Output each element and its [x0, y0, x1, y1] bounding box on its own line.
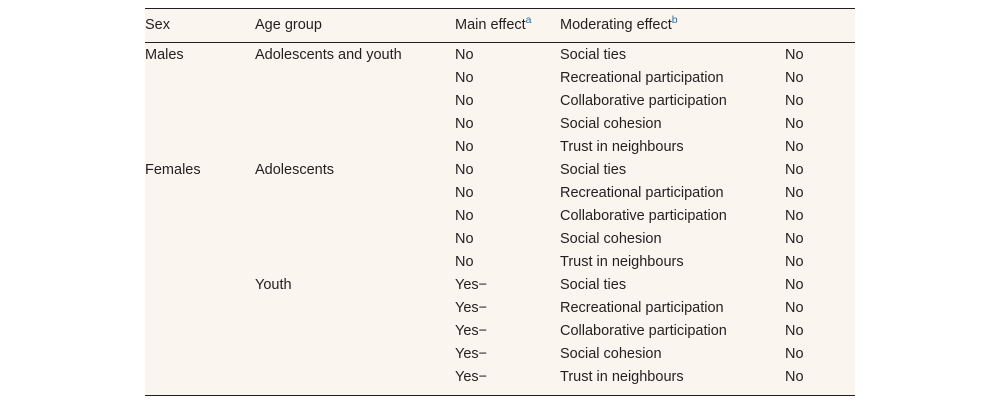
cell-sex	[145, 227, 255, 250]
cell-sex	[145, 204, 255, 227]
cell-age-group: Adolescents and youth	[255, 43, 455, 67]
cell-main-effect: No	[455, 227, 560, 250]
cell-main-effect: No	[455, 204, 560, 227]
cell-moderating-effect: No	[785, 112, 855, 135]
table-row	[145, 43, 855, 67]
footnote-marker-b[interactable]: b	[671, 14, 678, 27]
cell-moderating-effect: No	[785, 135, 855, 158]
table-row	[145, 135, 855, 158]
column-header-main-effect-label: Main effect	[455, 17, 526, 33]
cell-sex: Females	[145, 158, 255, 181]
column-header-sex-label: Sex	[145, 17, 170, 33]
cell-moderator: Social ties	[560, 273, 785, 296]
cell-age-group	[255, 135, 455, 158]
cell-moderator: Recreational participation	[560, 66, 785, 89]
cell-sex	[145, 66, 255, 89]
column-header-sex	[145, 9, 255, 43]
table-row	[145, 158, 855, 181]
cell-moderator: Recreational participation	[560, 296, 785, 319]
column-header-moderating-effect	[560, 9, 785, 43]
table-row	[145, 296, 855, 319]
cell-main-effect: No	[455, 158, 560, 181]
table-body	[145, 43, 855, 395]
cell-moderating-effect: No	[785, 227, 855, 250]
cell-main-effect: No	[455, 250, 560, 273]
cell-age-group	[255, 204, 455, 227]
cell-age-group: Adolescents	[255, 158, 455, 181]
cell-main-effect: Yes−	[455, 365, 560, 395]
cell-sex	[145, 250, 255, 273]
cell-main-effect: No	[455, 181, 560, 204]
cell-moderating-effect: No	[785, 43, 855, 67]
table-header-row	[145, 9, 855, 43]
cell-main-effect: Yes−	[455, 273, 560, 296]
cell-moderator: Social ties	[560, 158, 785, 181]
cell-moderator: Collaborative participation	[560, 319, 785, 342]
table-row	[145, 66, 855, 89]
table-row	[145, 319, 855, 342]
table-row	[145, 181, 855, 204]
cell-moderator: Social ties	[560, 43, 785, 67]
cell-sex	[145, 319, 255, 342]
cell-moderating-effect: No	[785, 365, 855, 395]
table-row	[145, 204, 855, 227]
cell-moderating-effect: No	[785, 296, 855, 319]
results-table-container	[145, 8, 855, 396]
cell-age-group	[255, 342, 455, 365]
table-row	[145, 250, 855, 273]
cell-main-effect: Yes−	[455, 319, 560, 342]
column-header-moderating-effect-value	[785, 9, 855, 43]
cell-age-group	[255, 89, 455, 112]
cell-age-group	[255, 296, 455, 319]
cell-moderator: Recreational participation	[560, 181, 785, 204]
cell-main-effect: Yes−	[455, 342, 560, 365]
cell-moderating-effect: No	[785, 181, 855, 204]
cell-moderator: Collaborative participation	[560, 204, 785, 227]
cell-moderator: Social cohesion	[560, 227, 785, 250]
cell-sex	[145, 365, 255, 395]
cell-age-group: Youth	[255, 273, 455, 296]
cell-age-group	[255, 227, 455, 250]
cell-sex	[145, 181, 255, 204]
cell-moderating-effect: No	[785, 273, 855, 296]
cell-moderating-effect: No	[785, 204, 855, 227]
table-row	[145, 342, 855, 365]
table-row	[145, 227, 855, 250]
cell-age-group	[255, 365, 455, 395]
cell-sex	[145, 296, 255, 319]
column-header-moderating-effect-label: Moderating effect	[560, 17, 672, 33]
cell-age-group	[255, 66, 455, 89]
cell-moderating-effect: No	[785, 250, 855, 273]
cell-age-group	[255, 112, 455, 135]
cell-sex	[145, 135, 255, 158]
cell-moderating-effect: No	[785, 319, 855, 342]
cell-moderating-effect: No	[785, 342, 855, 365]
cell-moderating-effect: No	[785, 89, 855, 112]
cell-moderator: Trust in neighbours	[560, 135, 785, 158]
cell-main-effect: No	[455, 135, 560, 158]
column-header-age-group-label: Age group	[255, 17, 322, 33]
cell-age-group	[255, 250, 455, 273]
cell-moderator: Social cohesion	[560, 112, 785, 135]
cell-main-effect: Yes−	[455, 296, 560, 319]
cell-moderator: Social cohesion	[560, 342, 785, 365]
cell-main-effect: No	[455, 89, 560, 112]
column-header-main-effect	[455, 9, 560, 43]
footnote-marker-a[interactable]: a	[525, 14, 532, 27]
table-row	[145, 365, 855, 395]
cell-sex	[145, 342, 255, 365]
table-row	[145, 273, 855, 296]
table-row	[145, 112, 855, 135]
cell-sex	[145, 89, 255, 112]
table-row	[145, 89, 855, 112]
column-header-age-group	[255, 9, 455, 43]
cell-main-effect: No	[455, 66, 560, 89]
cell-sex	[145, 112, 255, 135]
cell-age-group	[255, 319, 455, 342]
cell-moderator: Trust in neighbours	[560, 250, 785, 273]
table-header	[145, 9, 855, 43]
cell-moderator: Trust in neighbours	[560, 365, 785, 395]
results-table	[145, 9, 855, 395]
cell-main-effect: No	[455, 43, 560, 67]
cell-main-effect: No	[455, 112, 560, 135]
cell-sex: Males	[145, 43, 255, 67]
cell-moderating-effect: No	[785, 66, 855, 89]
cell-moderating-effect: No	[785, 158, 855, 181]
cell-moderator: Collaborative participation	[560, 89, 785, 112]
cell-age-group	[255, 181, 455, 204]
cell-sex	[145, 273, 255, 296]
